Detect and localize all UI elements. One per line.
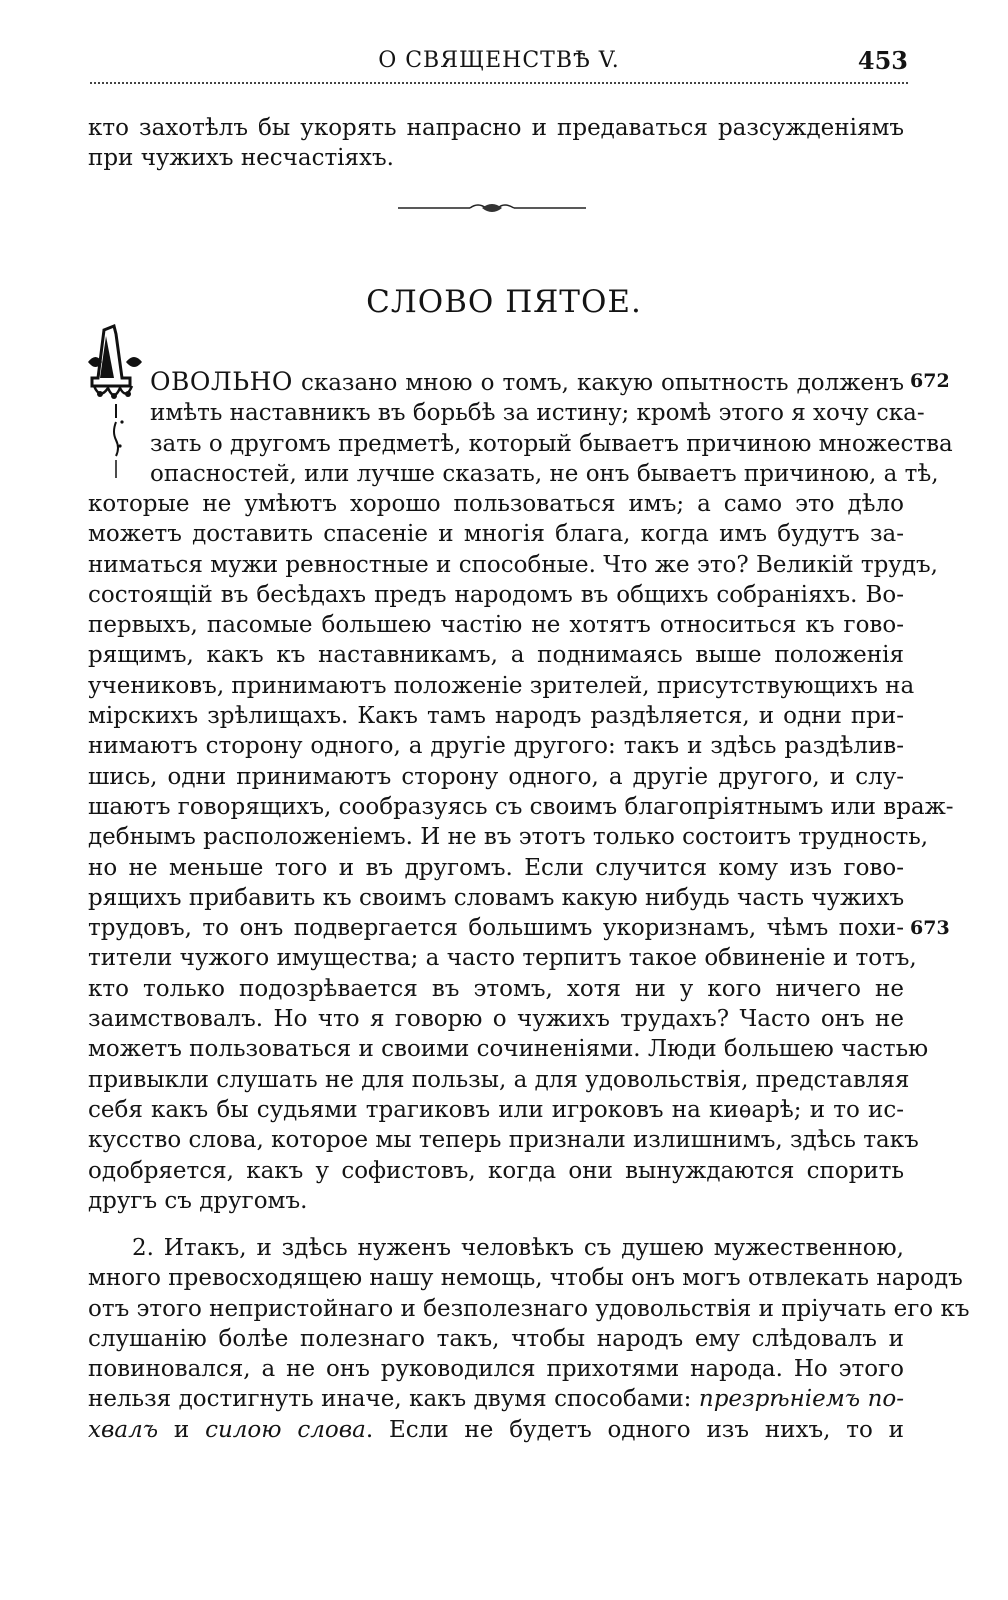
first-word: ОВОЛЬНО [150,367,293,396]
text-line: мірскихъ зрѣлищахъ. Какъ тамъ народъ раздѣляется, и одни при- [88,703,904,730]
text-line [88,1384,904,1414]
text-line: имѣть наставникъ въ борьбѣ за истину; кромѣ этого я хочу ска- [150,400,925,427]
text-line: кто только подозрѣвается въ этомъ, хотя ни у кого ничего не [88,975,904,1002]
text-run: . Если не будетъ одного изъ нихъ, то и [365,1416,904,1443]
text-line: много превосходящею нашу немощь, чтобы онъ могъ отвлекать народъ [88,1265,963,1292]
text-line: повиновался, а не онъ руководился прихотями народа. Но этого [88,1356,904,1383]
text-line: дебнымъ расположеніемъ. И не въ этотъ только состоитъ трудность, [88,824,929,851]
text-line: кусство слова, которое мы теперь признали излишнимъ, здѣсь такъ [88,1127,919,1154]
text-line: одобряется, какъ у софистовъ, когда они вынуждаются спорить [88,1157,904,1184]
text-line: опасностей, или лучше сказать, не онъ бываетъ причиною, а тѣ, [150,460,939,487]
text-line: другъ съ другомъ. [88,1187,308,1214]
text-line: учениковъ, принимаютъ положеніе зрителей, присутствующихъ на [88,672,915,699]
text-line: рящихъ прибавить къ своимъ словамъ какую нибудь часть чужихъ [88,884,905,911]
text-line: шись, одни принимаютъ сторону одного, а другіе другого, и слу- [88,763,904,790]
margin-number: 673 [910,917,950,939]
text-line: себя какъ бы судьями трагиковъ или игроковъ на киѳарѣ; и то ис- [88,1096,904,1123]
text-run: и [158,1416,206,1443]
header-rule [90,82,908,84]
italic-run: силою слова [205,1416,366,1443]
text-line [88,1415,904,1445]
text-line: трудовъ, то онъ подвергается большимъ укоризнамъ, чѣмъ похи- [88,915,904,942]
page-number: 453 [857,46,908,75]
text-line: рящимъ, какъ къ наставникамъ, а поднимаясь выше положенія [88,642,904,669]
text-line: тители чужого имущества; а часто терпитъ такое обвиненіе и тотъ, [88,945,917,972]
italic-run: презрѣніемъ по- [698,1386,904,1413]
running-head [90,46,908,76]
text-line: первыхъ, пасомые большею частію не хотятъ относиться къ гово- [88,612,904,639]
italic-run: хвалъ [88,1416,159,1443]
text-line: которые не умѣютъ хорошо пользоваться имъ; а само это дѣло [88,491,904,517]
section-title: СЛОВО ПЯТОЕ. [366,284,642,320]
margin-number: 672 [910,370,950,392]
text-line: но не меньше того и въ другомъ. Если случится кому изъ гово- [88,854,904,881]
running-title: О СВЯЩЕНСТВѢ V. [378,48,620,73]
divider-ornament [398,198,586,218]
text-line: привыкли слушать не для пользы, а для удовольствія, представляя [88,1066,910,1093]
text-line: состоящій въ бесѣдахъ предъ народомъ въ общихъ собраніяхъ. Во- [88,581,904,608]
text-line: 2. Итакъ, и здѣсь нуженъ человѣкъ съ душею мужественною, [132,1235,904,1261]
ornamental-initial-d [86,322,144,482]
text-line: отъ этого непристойнаго и безполезнаго удовольствія и пріучать его къ [88,1295,970,1322]
text-run: нельзя достигнуть иначе, какъ двумя способами: [88,1386,692,1413]
text-line: зать о другомъ предметѣ, который бываетъ причиною множества [150,430,953,457]
text-line: можетъ пользоваться и своими сочиненіями. Люди большею частью [88,1036,929,1063]
first-line-rest: сказано мною о томъ, какую опытность долженъ [292,370,904,396]
text-line: заимствовалъ. Но что я говорю о чужихъ трудахъ? Часто онъ не [88,1006,904,1033]
text-line: шаютъ говорящихъ, сообразуясь съ своимъ благопріятнымъ или враж- [88,793,954,820]
text-line: можетъ доставить спасеніе и многія блага, когда имъ будутъ за- [88,521,904,548]
text-line: при чужихъ несчастіяхъ. [88,145,394,172]
text-line: ниматься мужи ревностные и способные. Что же это? Великій трудъ, [88,551,938,578]
text-line: нимаютъ сторону одного, а другіе другого: такъ и здѣсь раздѣлив- [88,733,904,760]
paragraph-2 [88,1233,970,1445]
text-line [150,367,904,398]
text-line: слушанію болѣе полезнаго такъ, чтобы народъ ему слѣдовалъ и [88,1325,904,1352]
text-line: кто захотѣлъ бы укорять напрасно и предаваться разсужденіямъ [88,115,904,141]
top-paragraph [88,113,904,174]
